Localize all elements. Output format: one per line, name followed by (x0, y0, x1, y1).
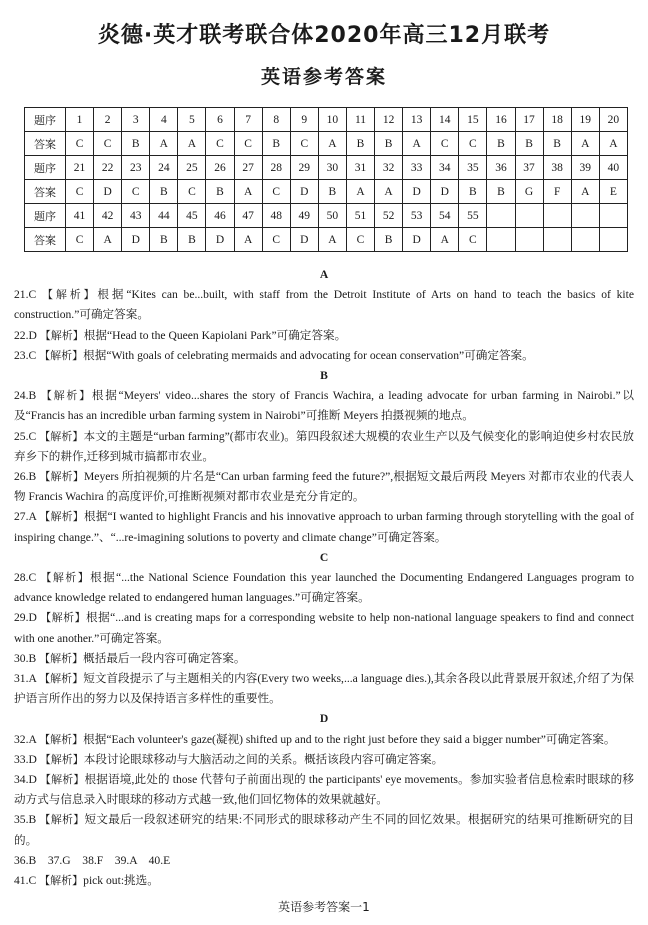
table-cell: 34 (431, 156, 459, 180)
table-cell: C (122, 180, 150, 204)
table-cell: B (487, 132, 515, 156)
analysis-tag: 【解析】 (39, 874, 84, 888)
table-cell: 26 (206, 156, 234, 180)
explanation-text: 根据“...and is creating maps for a corresponding website to help non-national language speakers to find and connect with one another.”可确定答案。 (14, 611, 634, 645)
table-cell: G (515, 180, 543, 204)
table-cell: 29 (290, 156, 318, 180)
table-cell: C (346, 228, 374, 252)
table-row (25, 108, 628, 132)
table-cell: B (459, 180, 487, 204)
table-cell: A (403, 132, 431, 156)
explanation-item (14, 810, 634, 850)
explanation-text: 根据语境,此处的 those 代替句子前面出现的 the participants' eye movements。参加实验者信息检索时眼球的移动方式与信息录入时眼球的移动方式越一致,他们回忆物体的效果就越好。 (14, 773, 634, 807)
question-number: 34.D (14, 773, 37, 787)
table-cell: C (66, 180, 94, 204)
table-cell: A (178, 132, 206, 156)
table-cell: 13 (403, 108, 431, 132)
document-subtitle: 英语参考答案 (260, 66, 387, 88)
explanations (14, 265, 634, 891)
section-heading: D (319, 712, 329, 726)
table-cell: C (178, 180, 206, 204)
table-cell (515, 228, 543, 252)
explanation-text: 短文最后一段叙述研究的结果:不同形式的眼球移动产生不同的回忆效果。根据研究的结果可推断研究的目的。 (14, 813, 634, 847)
table-cell: 43 (122, 204, 150, 228)
table-cell: 3 (122, 108, 150, 132)
explanation-text: 根据“Kites can be...built, with staff from the Detroit Institute of Arts on hand to teach the basics of kite construction.”可确定答案。 (14, 288, 635, 322)
table-cell (599, 204, 627, 228)
table-cell: A (375, 180, 403, 204)
explanation-text: Meyers 所拍视频的片名是“Can urban farming feed the future?”,根据短文最后两段 Meyers 对都市农业的代表人物 Francis Wachira 的高度评价,可推断视频对都市农业是充分肯定的。 (14, 470, 634, 504)
table-cell: D (122, 228, 150, 252)
table-cell: B (487, 180, 515, 204)
analysis-tag: 【解析】 (39, 813, 85, 827)
question-number: 27.A (14, 510, 37, 524)
table-row (25, 132, 628, 156)
table-cell: 55 (459, 204, 487, 228)
explanation-item (14, 467, 634, 507)
table-cell: C (262, 228, 290, 252)
table-cell: 10 (318, 108, 346, 132)
table-cell: 18 (543, 108, 571, 132)
explanation-text: 本段讨论眼球移动与大脑活动之间的关系。概括该段内容可确定答案。 (83, 752, 444, 766)
table-cell: B (318, 180, 346, 204)
question-number: 28.C (14, 571, 37, 585)
table-cell: 5 (178, 108, 206, 132)
answer-table (24, 107, 628, 252)
table-cell: B (262, 132, 290, 156)
question-number: 24.B (14, 389, 37, 403)
table-cell (571, 228, 599, 252)
table-cell: 23 (122, 156, 150, 180)
row-label: 答案 (25, 180, 66, 204)
table-cell: 40 (599, 156, 627, 180)
table-cell: D (403, 228, 431, 252)
table-cell: 36 (487, 156, 515, 180)
table-cell: 35 (459, 156, 487, 180)
table-cell: 21 (66, 156, 94, 180)
question-number: 25.C (14, 429, 37, 443)
table-cell: A (431, 228, 459, 252)
table-cell: B (178, 228, 206, 252)
question-number: 21.C (14, 288, 37, 302)
table-cell: 25 (178, 156, 206, 180)
question-number: 41.C (14, 874, 37, 888)
table-cell: 8 (262, 108, 290, 132)
table-cell: C (262, 180, 290, 204)
explanation-text: 概括最后一段内容可确定答案。 (83, 651, 246, 665)
analysis-tag: 【解析】 (39, 752, 84, 766)
table-cell: B (150, 180, 178, 204)
table-cell: A (346, 180, 374, 204)
table-cell: C (94, 132, 122, 156)
table-cell: D (94, 180, 122, 204)
table-cell: A (571, 132, 599, 156)
question-number: 22.D (14, 328, 37, 342)
table-cell (571, 204, 599, 228)
answer-line: 36.B 37.G 38.F 39.A 40.E (14, 853, 171, 867)
table-cell: 28 (262, 156, 290, 180)
row-label: 答案 (25, 228, 66, 252)
explanation-item (14, 386, 634, 426)
explanation-item (14, 669, 634, 709)
table-cell: 41 (66, 204, 94, 228)
table-cell: 54 (431, 204, 459, 228)
table-cell: B (515, 132, 543, 156)
question-number: 30.B (14, 651, 37, 665)
table-cell: C (459, 228, 487, 252)
explanation-text: pick out:挑选。 (83, 874, 159, 888)
table-cell: D (206, 228, 234, 252)
table-cell: C (459, 132, 487, 156)
table-cell: 31 (346, 156, 374, 180)
table-cell: 52 (375, 204, 403, 228)
table-cell: C (234, 132, 262, 156)
row-label: 题序 (25, 108, 66, 132)
table-cell: B (150, 228, 178, 252)
analysis-tag: 【解析】 (39, 672, 84, 686)
explanation-item (14, 326, 634, 346)
table-cell: 46 (206, 204, 234, 228)
table-cell: 45 (178, 204, 206, 228)
explanation-text: 根据“Head to the Queen Kapiolani Park”可确定答案。 (83, 328, 347, 342)
row-label: 题序 (25, 156, 66, 180)
table-cell: A (94, 228, 122, 252)
section-heading: C (319, 550, 329, 564)
table-cell: A (234, 228, 262, 252)
table-cell: 17 (515, 108, 543, 132)
explanation-item (14, 770, 634, 810)
explanation-item (14, 507, 634, 547)
question-number: 29.D (14, 611, 37, 625)
explanation-text: 根据“Each volunteer's gaze(凝视) shifted up and to the right just before they said a bigger number”可确定答案。 (83, 732, 616, 746)
analysis-tag: 【解析】 (39, 348, 84, 362)
explanation-item (14, 608, 634, 648)
table-cell: D (290, 228, 318, 252)
table-cell: 4 (150, 108, 178, 132)
explanation-item (14, 871, 634, 891)
table-cell: 42 (94, 204, 122, 228)
table-cell (515, 204, 543, 228)
explanation-text: 根据“Meyers' video...shares the story of Francis Wachira, a leading advocate for urban farming in Nairobi.”以及“Francis has an incredible urban farming system in Nairobi”可推断 Meyers 拍摄视频的地点。 (14, 389, 635, 423)
analysis-tag: 【解析】 (39, 732, 84, 746)
table-cell: C (431, 132, 459, 156)
analysis-tag: 【解析】 (40, 611, 87, 625)
table-cell: A (599, 132, 627, 156)
question-number: 32.A (14, 732, 37, 746)
question-number: 33.D (14, 752, 37, 766)
table-cell: A (318, 228, 346, 252)
table-cell: 47 (234, 204, 262, 228)
page-footer: 英语参考答案一1 (278, 900, 370, 914)
explanation-item (14, 285, 634, 325)
table-cell: D (431, 180, 459, 204)
table-cell: A (571, 180, 599, 204)
analysis-tag: 【解析】 (39, 773, 85, 787)
table-cell: C (66, 132, 94, 156)
section-heading: B (320, 369, 328, 383)
analysis-tag: 【解析】 (42, 288, 98, 302)
table-cell: 27 (234, 156, 262, 180)
table-cell: D (290, 180, 318, 204)
table-cell: B (375, 132, 403, 156)
table-cell: 12 (375, 108, 403, 132)
analysis-tag: 【解析】 (39, 470, 84, 484)
table-cell: 22 (94, 156, 122, 180)
table-cell: B (206, 180, 234, 204)
explanation-text: 根据“I wanted to highlight Francis and his innovative approach to urban farming through storytelling with the goal of inspiring change.”、“...re-imagining solutions to poverty and climate change”可确定答案。 (14, 510, 635, 544)
table-cell: 44 (150, 204, 178, 228)
row-label: 题序 (25, 204, 66, 228)
document-title: 炎德·英才联考联合体2020年高三12月联考 (97, 23, 551, 48)
table-cell: 30 (318, 156, 346, 180)
explanation-item (14, 346, 634, 366)
table-row (25, 204, 628, 228)
table-cell: 37 (515, 156, 543, 180)
analysis-tag: 【解析】 (39, 510, 84, 524)
table-cell: B (122, 132, 150, 156)
explanation-text: 根据“...the National Science Foundation this year launched the Documenting Endangered Languages program to advance knowledge related to endangered human languages.”可确定答案。 (14, 571, 634, 605)
table-cell: 19 (571, 108, 599, 132)
explanation-text: 短文首段提示了与主题相关的内容(Every two weeks,...a language dies.),其余各段以此背景展开叙述,介绍了为保护语言所作出的努力以及保持语言多样性的重要性。 (14, 672, 635, 706)
table-cell (487, 204, 515, 228)
table-cell: 39 (571, 156, 599, 180)
table-cell: C (66, 228, 94, 252)
table-cell: 15 (459, 108, 487, 132)
table-cell (543, 228, 571, 252)
table-cell: 20 (599, 108, 627, 132)
table-cell: 53 (403, 204, 431, 228)
analysis-tag: 【解析】 (40, 389, 92, 403)
table-cell: 9 (290, 108, 318, 132)
table-cell: 11 (346, 108, 374, 132)
table-row (25, 180, 628, 204)
question-number: 35.B (14, 813, 37, 827)
table-cell: 24 (150, 156, 178, 180)
row-label: 答案 (25, 132, 66, 156)
table-cell: F (543, 180, 571, 204)
explanation-text: 本文的主题是“urban farming”(都市农业)。第四段叙述大规模的农业生产以及气候变化的影响迫使乡村农民放弃乡下的耕作,迁移到城市搞都市农业。 (14, 429, 634, 463)
table-row (25, 228, 628, 252)
explanation-item (14, 649, 634, 669)
table-cell: 49 (290, 204, 318, 228)
table-cell: 33 (403, 156, 431, 180)
table-cell (599, 228, 627, 252)
question-number: 31.A (14, 672, 37, 686)
table-cell: 32 (375, 156, 403, 180)
table-cell: C (290, 132, 318, 156)
table-cell: 38 (543, 156, 571, 180)
table-row (25, 156, 628, 180)
table-cell: A (318, 132, 346, 156)
table-cell: 6 (206, 108, 234, 132)
table-cell: B (346, 132, 374, 156)
table-cell: 1 (66, 108, 94, 132)
table-cell: C (206, 132, 234, 156)
table-cell: D (403, 180, 431, 204)
table-cell: B (375, 228, 403, 252)
table-cell: A (150, 132, 178, 156)
table-cell: B (543, 132, 571, 156)
table-cell (487, 228, 515, 252)
table-cell (543, 204, 571, 228)
explanation-item (14, 427, 634, 467)
explanation-item (14, 730, 634, 750)
analysis-tag: 【解析】 (39, 328, 84, 342)
section-heading: A (319, 268, 329, 281)
table-cell: 7 (234, 108, 262, 132)
table-cell: 51 (346, 204, 374, 228)
question-number: 23.C (14, 348, 37, 362)
analysis-tag: 【解析】 (39, 651, 84, 665)
analysis-tag: 【解析】 (39, 429, 84, 443)
analysis-tag: 【解析】 (40, 571, 91, 585)
table-cell: 16 (487, 108, 515, 132)
question-number: 26.B (14, 470, 37, 484)
table-cell: 2 (94, 108, 122, 132)
table-cell: 48 (262, 204, 290, 228)
explanation-item (14, 750, 634, 770)
table-cell: 50 (318, 204, 346, 228)
table-cell: 14 (431, 108, 459, 132)
table-cell: E (599, 180, 627, 204)
explanation-text: 根据“With goals of celebrating mermaids and advocating for ocean conservation”可确定答案。 (83, 348, 534, 362)
explanation-item (14, 568, 634, 608)
table-cell: A (234, 180, 262, 204)
